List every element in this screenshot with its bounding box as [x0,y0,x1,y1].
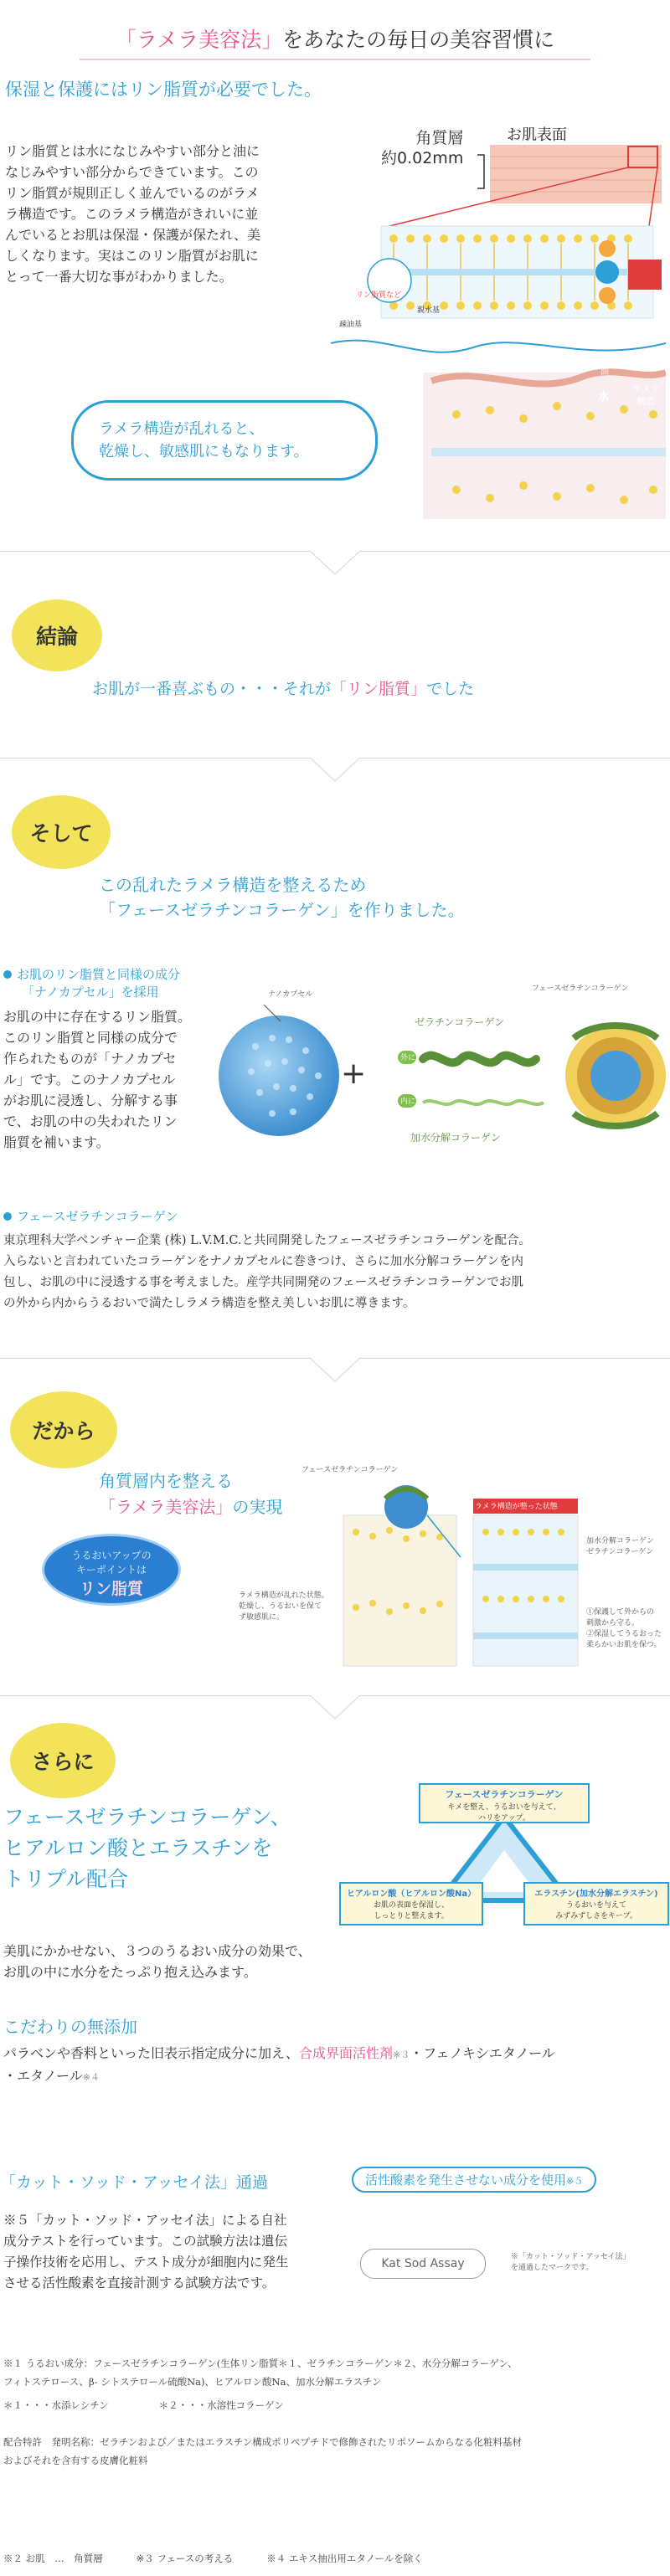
note-ref: ※３ [392,2049,410,2060]
note-line: ②保湿してうるおった [586,1630,662,1638]
ingredient-box-right [523,1882,669,1926]
sub-line: お肌のリン脂質と同様の成分 [17,967,181,982]
body-line: とって一番大切な事がわかりました。 [5,269,233,285]
body-mid: ・フェノキシエタノール [410,2045,555,2061]
body-line: リン脂質が規則正しく並んでいるのがラメ [5,185,260,201]
therefore-post: の実現 [232,1497,283,1517]
key-point-line: うるおいアップの [71,1550,152,1561]
lipophilic-label: 疎油基 [339,321,363,329]
lamella-label-1: ラメラ [631,383,660,394]
conclusion-text [92,676,474,699]
logo-text: Kat Sod Assay [381,2257,465,2270]
collagen-legend [586,1536,654,1558]
box-title: エラスチン(加水分解エラスチン) [534,1890,658,1899]
outer-label: 外に [400,1054,416,1062]
body-line: で、お肌の中の失われたリン [3,1113,178,1129]
bullet-dot [3,970,12,979]
title-underline [80,59,590,60]
kat-sod-heading: 「カット・ソッド・アッセイ法」通過 [0,2173,268,2192]
body-line: 東京理科大学ベンチャー企業 (株) L.V.M.C.と共同開発したフェースゼラチンコラーゲンを配合。 [3,1234,532,1247]
and-then-badge: そして [12,795,111,869]
body-line: リン脂質とは水になじみやすい部分と油に [5,143,260,159]
footnotes [3,2354,665,2470]
nanocapsule-label: ナノカプセル [268,990,313,999]
conclusion-highlight: 「リン脂質」 [331,680,427,698]
body-pre: パラベンや香料といった旧表示指定成分に加え、 [3,2045,299,2061]
key-point-badge [42,1534,181,1606]
body-line: 入らないと言われていたコラーゲンをナノカプセルに巻きつけ、さらに加水分解コラーゲンを内 [3,1255,524,1268]
fgc-body [3,1231,665,1314]
body-line: がお肌に浸透し、分解する事 [3,1093,178,1108]
note-ref: ※４ [82,2072,100,2083]
body-line: 子操作技術を応用し、テスト成分が細胞内に発生 [3,2255,289,2270]
kat-sod-body [3,2210,355,2294]
lamella-compare-diagram [234,1465,670,1691]
note-line: ラメラ構造が乱れた状態。 [239,1591,329,1600]
info-bubble [71,400,378,481]
title-rest: をあなたの毎日の美容習慣に [282,28,555,52]
triple-line: フェースゼラチンコラーゲン、 [3,1805,291,1829]
footnote-line: ＊２・・・水溶性コラーゲン [158,2399,284,2411]
lamella-label [629,383,662,408]
kat-sod-logo-note [511,2252,631,2274]
fgc-small-label: フェースゼラチンコラーゲン [302,1466,399,1474]
box-title: ヒアルロン酸（ヒアルロン酸Na） [346,1890,477,1899]
triple-heading [3,1802,291,1895]
hydrolyzed-collagen-label: 加水分解コラーゲン [410,1132,501,1144]
nanocapsule-figure [214,979,670,1164]
note-line: ①保護して外からの [586,1608,655,1617]
lamella-label-2: 構造 [636,396,655,407]
chevron-down-icon [310,758,360,783]
therefore-badge: だから [10,1391,117,1468]
triple-line: ヒアルロン酸とエラスチンを [3,1836,273,1860]
body-line: しくなります。実はこのリン脂質がお肌に [5,248,259,264]
body-line: 成分テストを行っています。この試験方法は遺伝 [3,2234,288,2249]
body-line: お肌の中に水分をたっぷり抱え込みます。 [3,1964,257,1980]
bubble-line: ラメラ構造が乱れると、 [99,420,265,438]
additive-free-body [3,2043,665,2088]
ordered-state-label: ラメラ構造が整った状態 [475,1503,558,1511]
hydrophilic-label: 親水基 [417,306,441,315]
chevron-down-icon [310,551,360,576]
therefore-line: 角質層内を整える [99,1471,233,1491]
body-line: させる活性酸素を直接計測する試験方法です。 [3,2275,276,2291]
body-line: このリン脂質と同様の成分で [3,1030,178,1046]
gelatin-collagen-label: ゼラチンコラーゲン [415,1016,505,1028]
therefore-highlight: 「ラメラ美容法」 [99,1497,233,1517]
note-line: ず敏感肌に。 [239,1613,285,1622]
footnote-line: およびそれを含有する皮膚化粧料 [3,2455,148,2466]
box-line: お肌の表面を保湿し、 [373,1901,449,1910]
fgc-heading [3,1207,178,1225]
triple-body [3,1941,312,1982]
box-title: フェースゼラチンコラーゲン [445,1789,564,1800]
ingredient-box-left [339,1882,483,1926]
title-highlight: 「ラメラ美容法」 [115,28,283,52]
body-line: んでいるとお肌は保湿・保護が保たれ、美 [5,227,260,243]
conclusion-pre: お肌が一番喜ぶもの・・・それが [92,680,332,698]
body-line: 脂質を補います。 [3,1134,110,1150]
body-line: の外から内からうるおいで満たしラメラ構造を整え美しいお肌に導きます。 [3,1297,415,1310]
note-ref: ※５ [566,2176,584,2187]
note-line: ※「カット・ソッド・アッセイ法」 [511,2253,631,2261]
sub-line: 「ナノカプセル」を採用 [22,985,159,1000]
furthermore-badge: さらに [10,1723,116,1798]
and-then-line: 「フェースゼラチンコラーゲン」を作りました。 [99,900,465,920]
stratum-label-2: 約0.02mm [381,149,464,167]
additive-free-heading: こだわりの無添加 [3,2017,137,2037]
water-label: 水 [598,391,610,404]
box-line: みずみずしさをキープ。 [555,1912,637,1920]
body-line: お肌の中に存在するリン脂質。 [3,1009,192,1025]
body-line: ラ構造です。このラメラ構造がきれいに並 [5,206,259,222]
box-line: ハリをアップ。 [478,1814,530,1823]
and-then-text [99,872,465,923]
skin-diagram [331,121,666,523]
conclusion-badge: 結論 [12,599,102,671]
bottom-notes [3,2552,665,2565]
triple-ingredient-figure [339,1783,670,1930]
section1-body [5,141,315,287]
note-line: 乾燥し、うるおいを保て [239,1602,322,1611]
key-point-line: リン脂質 [79,1580,143,1598]
and-then-line: この乱れたラメラ構造を整えるため [99,875,367,895]
body-line: 作られたものが「ナノカプセ [3,1051,177,1067]
body-highlight: 合成界面活性剤 [298,2045,393,2061]
bubble-text [99,418,309,463]
note-line: 柔らかいお肌を保つ。 [586,1641,662,1649]
page-title [0,23,670,54]
skin-structure-figure [331,121,666,523]
bubble-line: 乾燥し、敏感肌にもなります。 [99,443,309,460]
kat-sod-logo [360,2249,486,2279]
note-line: 刺激から守る。 [586,1619,640,1627]
box-line: うるおいを与えて [565,1901,626,1910]
footnote-line: ※２ お肌 … 角質層 [3,2553,103,2564]
skin-surface-label: お肌表面 [507,126,567,144]
nanocapsule-body [3,1006,213,1153]
conclusion-post: でした [426,680,475,698]
legend-line: ゼラチンコラーゲン [586,1548,654,1556]
lamella-compare-figure [234,1465,670,1691]
plus-sign: + [341,1057,367,1091]
badge-text: 活性酸素を発生させない成分を使用 [365,2172,567,2188]
footnote-line: ※３ フェースの考える [136,2553,234,2564]
fgc-label: フェースゼラチンコラーゲン [532,985,629,993]
bullet-dot [3,1212,12,1221]
body-line2: ・エタノール [3,2068,83,2084]
footnote-line: ※４ エキス抽出用エタノールを除く [266,2553,423,2564]
fgc-heading-text: フェースゼラチンコラーゲン [17,1209,178,1224]
legend-line: 加水分解コラーゲン [586,1537,654,1545]
box-line: キメを整え、うるおいを与えて、 [447,1803,561,1812]
body-line: 包し、お肌の中に浸透する事を考えました。産学共同開発のフェースゼラチンコラーゲンでお肌 [3,1276,524,1289]
footnote-line: ＊１・・・水添レシチン [3,2399,109,2411]
triple-line: トリプル配合 [3,1867,129,1891]
chevron-down-icon [310,1695,360,1720]
stratum-label-1: 角質層 [415,129,464,147]
oil-label: 油 [600,368,609,377]
ingredient-box-top [419,1783,590,1823]
chevron-down-icon [310,1358,360,1383]
inner-label: 内に [400,1098,416,1106]
nanocapsule-subheading [3,966,180,1001]
disordered-note [239,1591,339,1623]
body-line: 美肌にかかせない、３つのうるおい成分の効果で、 [3,1943,312,1959]
footnote-line: ※１ うるおい成分：フェースゼラチンコラーゲン(生体リン脂質＊１、ゼラチンコラーゲン＊２、水分分解コラーゲン、 [3,2357,518,2369]
function-note [586,1607,662,1651]
key-point-line: キーポイントは [75,1564,147,1576]
active-oxygen-badge [352,2167,596,2193]
body-line: なじみやすい部分からできています。この [5,164,259,180]
section1-heading: 保湿と保護にはリン脂質が必要でした。 [5,80,322,100]
footnote-line: フィトステロース、β- シトステロール硫酸Na)、ヒアルロン酸Na、加水分解エラスチン [3,2376,382,2388]
box-line: しっとりと整えます。 [374,1912,449,1920]
body-line: ル」です。このナノカプセル [3,1072,176,1087]
phospholipid-label: リン脂質など [356,291,402,300]
note-line: を通過したマークです。 [511,2264,594,2272]
footnote-line: 配合特許 発明名称：ゼラチンおよび／またはエラスチン構成ポリペプチドで修飾されたリポソームからなる化粧料基材 [3,2436,523,2448]
body-line: ※５「カット・ソッド・アッセイ法」による自社 [3,2213,287,2228]
